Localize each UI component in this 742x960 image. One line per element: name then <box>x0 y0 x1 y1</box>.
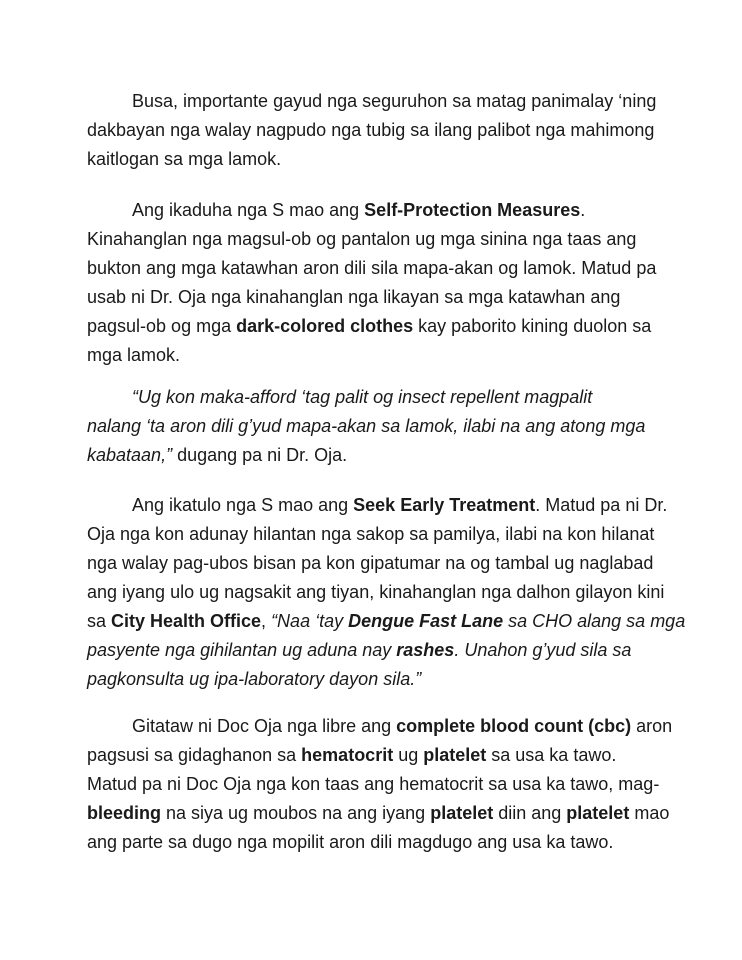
italic-run: pasyente nga gihilantan ug aduna nay <box>87 640 397 660</box>
text-line <box>87 520 687 549</box>
text-run: . Matud pa ni Dr. <box>535 495 668 515</box>
italic-run: “Naa ‘tay <box>271 611 349 631</box>
text-run: Oja nga kon adunay hilantan nga sakop sa pamilya, ilabi na kon hilanat <box>87 524 655 544</box>
text-run: Gitataw ni Doc Oja nga libre ang <box>132 716 397 736</box>
italic-run: nalang ‘ta aron dili g’yud mapa-akan sa lamok, ilabi na ang atong mga <box>87 416 646 436</box>
text-run: ug <box>393 745 424 765</box>
bold-run: City Health Office <box>111 611 262 631</box>
text-run: diin ang <box>493 803 567 823</box>
text-run: ang iyang ulo ug nagsakit ang tiyan, kinahanglan nga dalhon gilayon kini <box>87 582 665 602</box>
text-run: Ang ikatulo nga S mao ang <box>132 495 354 515</box>
text-run: aron <box>631 716 673 736</box>
text-run: bukton ang mga katawhan aron dili sila mapa-akan og lamok. Matud pa <box>87 258 657 278</box>
text-line <box>87 665 687 694</box>
text-run: ang parte sa dugo nga mopilit aron dili magdugo ang usa ka tawo. <box>87 832 614 852</box>
text-line <box>87 283 687 312</box>
text-run: pagsusi sa gidaghanon sa <box>87 745 302 765</box>
bold-italic-run: rashes <box>396 640 455 660</box>
paragraph-2 <box>87 196 687 370</box>
text-run: pagsul-ob og mga <box>87 316 237 336</box>
text-run: mga lamok. <box>87 345 181 365</box>
paragraph-3 <box>87 383 687 470</box>
italic-run: pagkonsulta ug ipa-laboratory dayon sila.” <box>87 669 422 689</box>
text-line <box>87 549 687 578</box>
text-line <box>87 196 687 225</box>
text-line <box>87 341 687 370</box>
bold-italic-run-wrapper <box>396 640 454 660</box>
text-run: Ang ikaduha nga S mao ang <box>132 200 365 220</box>
text-run: , <box>261 611 272 631</box>
text-line <box>87 145 687 174</box>
text-run: Kinahanglan nga magsul-ob og pantalon ug mga sinina nga taas ang <box>87 229 637 249</box>
text-line <box>87 412 687 441</box>
bold-run: bleeding <box>87 803 162 823</box>
text-line <box>87 578 687 607</box>
text-line <box>87 636 687 665</box>
text-run: dakbayan nga walay nagpudo nga tubig sa ilang palibot nga mahimong <box>87 120 655 140</box>
text-line <box>87 491 687 520</box>
text-line <box>87 770 687 799</box>
text-run: dugang pa ni Dr. Oja. <box>172 445 348 465</box>
bold-run: platelet <box>430 803 494 823</box>
text-line <box>87 741 687 770</box>
text-line <box>87 383 687 412</box>
bold-italic-run-wrapper <box>348 611 503 631</box>
italic-run: “Ug kon maka-afford ‘tag palit og insect repellent magpalit <box>132 387 593 407</box>
text-run: sa <box>87 611 112 631</box>
text-run: sa usa ka tawo. <box>486 745 617 765</box>
text-line <box>87 254 687 283</box>
bold-run: platelet <box>423 745 487 765</box>
text-run: kaitlogan sa mga lamok. <box>87 149 282 169</box>
text-line <box>87 828 687 857</box>
text-run: Busa, importante gayud nga seguruhon sa matag panimalay ‘ning <box>132 91 657 111</box>
bold-italic-run: Dengue Fast Lane <box>348 611 504 631</box>
italic-run: . Unahon g’yud sila sa <box>454 640 632 660</box>
text-line <box>87 799 687 828</box>
text-line <box>87 312 687 341</box>
paragraph-5 <box>87 712 687 857</box>
text-line <box>87 712 687 741</box>
text-run: mao <box>629 803 670 823</box>
bold-run: platelet <box>566 803 630 823</box>
bold-run: complete blood count (cbc) <box>396 716 632 736</box>
text-line <box>87 87 687 116</box>
text-line <box>87 441 687 470</box>
bold-run: hematocrit <box>301 745 394 765</box>
text-run: Matud pa ni Doc Oja nga kon taas ang hematocrit sa usa ka tawo, mag- <box>87 774 660 794</box>
italic-run: sa CHO alang sa mga <box>503 611 686 631</box>
bold-run: Seek Early Treatment <box>353 495 536 515</box>
italic-run: kabataan,” <box>87 445 173 465</box>
text-run: na siya ug moubos na ang iyang <box>161 803 431 823</box>
paragraph-1 <box>87 87 687 174</box>
text-line <box>87 116 687 145</box>
text-run: usab ni Dr. Oja nga kinahanglan nga likayan sa mga katawhan ang <box>87 287 621 307</box>
paragraph-4 <box>87 491 687 694</box>
text-line <box>87 607 687 636</box>
text-line <box>87 225 687 254</box>
text-run: . <box>580 200 586 220</box>
bold-run: Self-Protection Measures <box>364 200 581 220</box>
text-run: kay paborito kining duolon sa <box>413 316 652 336</box>
bold-run: dark-colored clothes <box>236 316 414 336</box>
text-run: nga walay pag-ubos bisan pa kon gipatumar na og tambal ug naglabad <box>87 553 654 573</box>
